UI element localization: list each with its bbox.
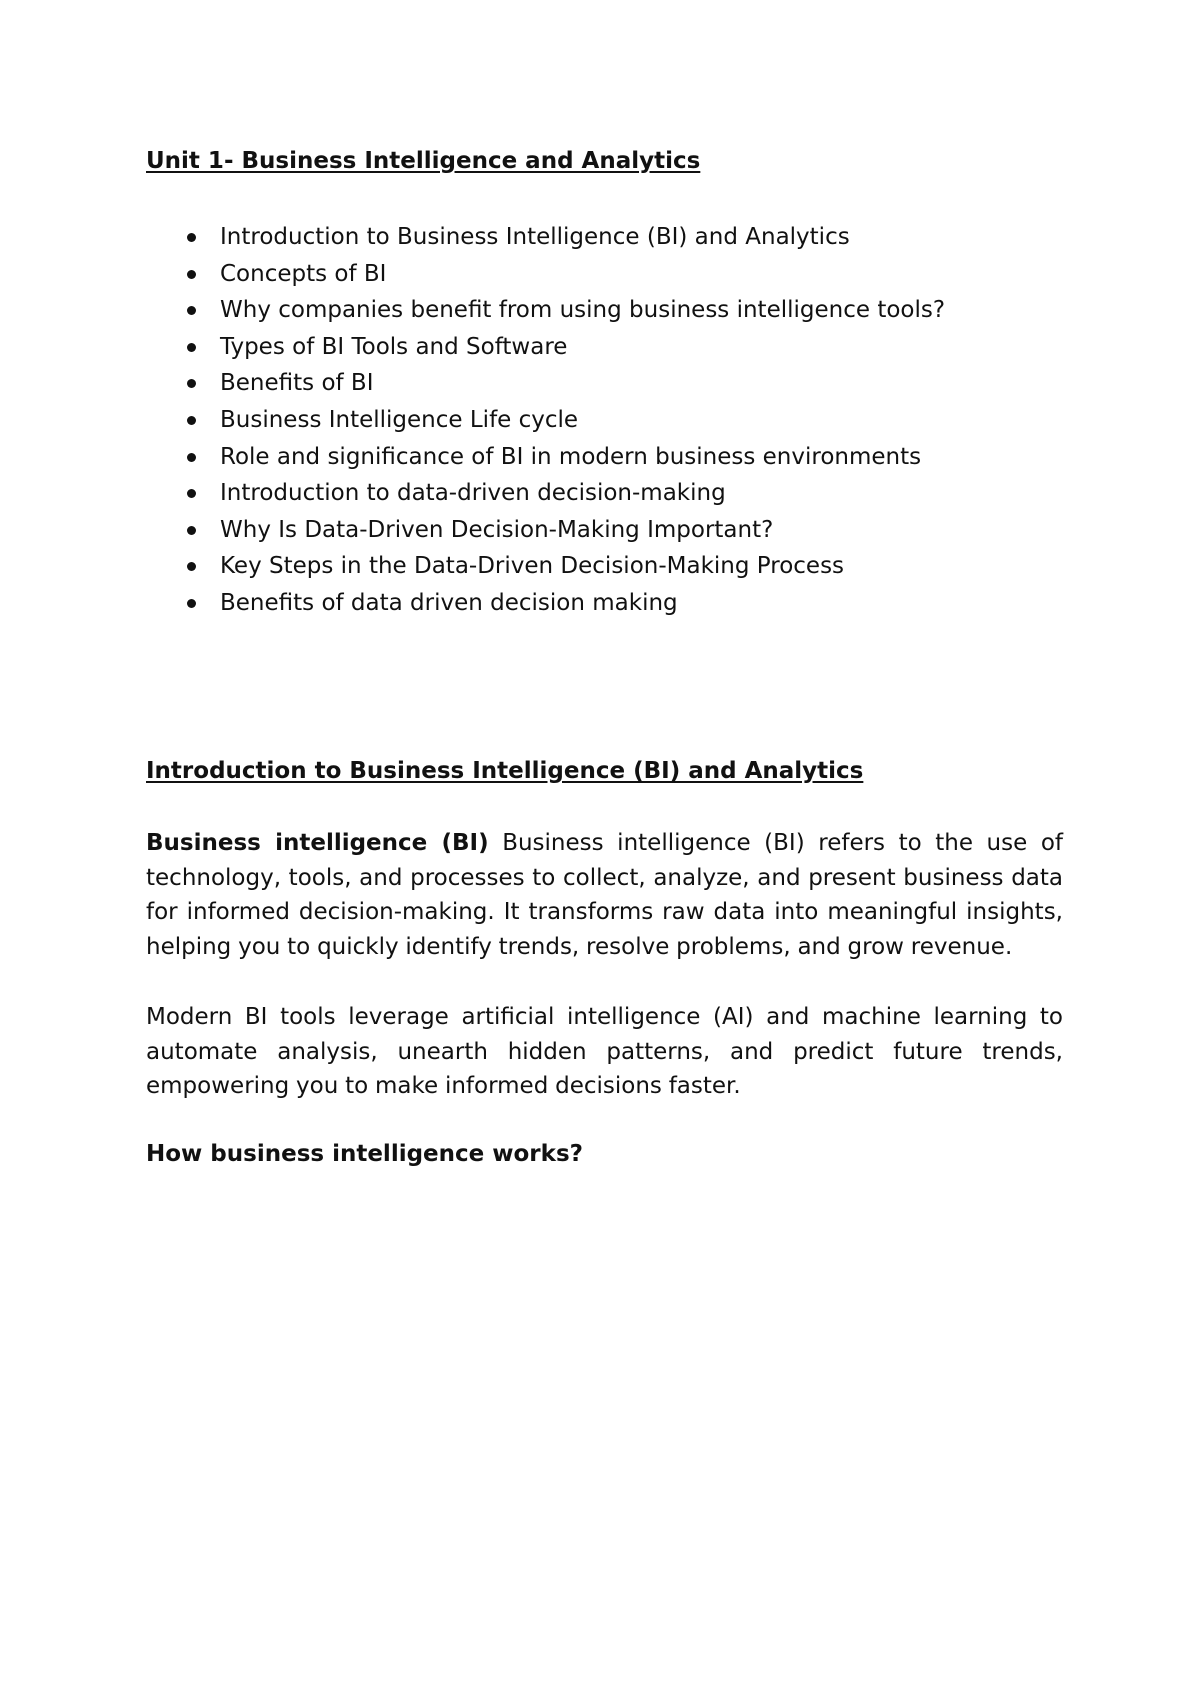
how-bi-works-heading: How business intelligence works?	[146, 1141, 583, 1167]
topic-text: Concepts of BI	[220, 260, 387, 287]
bullet-icon	[187, 599, 196, 608]
bullet-icon	[187, 233, 196, 242]
list-item	[146, 548, 1096, 585]
bullet-icon	[187, 489, 196, 498]
bi-definition-paragraph	[146, 826, 1063, 965]
list-item	[146, 402, 1096, 439]
list-item	[146, 475, 1096, 512]
list-item	[146, 512, 1096, 549]
bullet-icon	[187, 379, 196, 388]
list-item	[146, 585, 1096, 622]
modern-bi-paragraph: Modern BI tools leverage artificial intelligence (AI) and machine learning to automate analysis, unearth hidden patterns, and predict future trends, empowering you to make informed decisions faster.	[146, 1004, 1063, 1100]
bi-definition-text: Business intelligence (BI) refers to the use of technology, tools, and processes to collect, analyze, and present business data for informed decision-making. It transforms raw data into meaningful insights, helping you to quickly identify trends, resolve problems, and grow revenue.	[146, 830, 1063, 961]
bullet-icon	[187, 526, 196, 535]
topic-text: Why Is Data-Driven Decision-Making Important?	[220, 516, 774, 543]
section-heading: Introduction to Business Intelligence (BI) and Analytics	[146, 758, 864, 784]
topic-text: Benefits of data driven decision making	[220, 589, 678, 616]
list-item	[146, 329, 1096, 366]
bullet-icon	[187, 562, 196, 571]
topic-text: Introduction to Business Intelligence (BI) and Analytics	[220, 224, 850, 250]
bi-definition-lead: Business intelligence (BI)	[146, 830, 489, 856]
topic-text: Introduction to data-driven decision-making	[220, 480, 726, 507]
list-item	[146, 256, 1096, 293]
list-item	[146, 292, 1096, 329]
topic-text: Benefits of BI	[220, 370, 374, 397]
topic-text: Role and significance of BI in modern business environments	[220, 443, 922, 470]
bullet-icon	[187, 343, 196, 352]
bullet-icon	[187, 453, 196, 462]
topic-text: Key Steps in the Data-Driven Decision-Making Process	[220, 553, 845, 580]
list-item	[146, 439, 1096, 476]
topic-text: Why companies benefit from using business intelligence tools?	[220, 297, 946, 324]
topic-text: Types of BI Tools and Software	[220, 333, 568, 360]
topic-list	[146, 219, 1096, 622]
topic-text: Business Intelligence Life cycle	[220, 406, 579, 433]
bullet-icon	[187, 306, 196, 315]
bullet-icon	[187, 416, 196, 425]
list-item	[146, 219, 1096, 256]
bullet-icon	[187, 270, 196, 279]
unit-title: Unit 1- Business Intelligence and Analytics	[146, 148, 701, 174]
list-item	[146, 365, 1096, 402]
